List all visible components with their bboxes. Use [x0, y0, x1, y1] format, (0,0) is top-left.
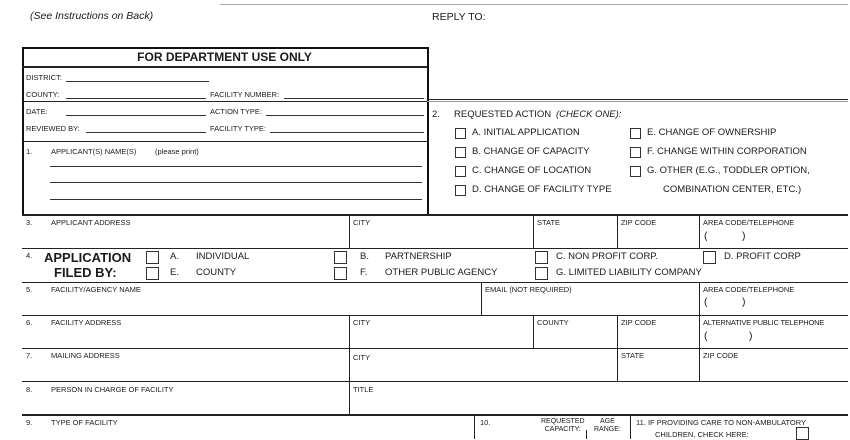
requested-action-hint: (CHECK ONE):	[556, 109, 622, 120]
age-range-tick	[586, 430, 587, 439]
other-option-label: G. OTHER (E.G., TODDLER OPTION,	[647, 165, 810, 176]
facility-agency-name-field[interactable]	[50, 295, 478, 313]
facility-agency-name-label: FACILITY/AGENCY NAME	[51, 285, 141, 294]
requested-capacity-label	[541, 418, 585, 434]
alt-phone-paren-open: (	[704, 330, 708, 342]
change-of-facility-type-checkbox[interactable]	[455, 185, 466, 196]
applicant-address-label: APPLICANT ADDRESS	[51, 218, 131, 227]
item7-number: 7.	[26, 351, 33, 360]
row9-div-11	[630, 415, 631, 439]
facility-number-label: FACILITY NUMBER:	[210, 90, 280, 99]
change-of-capacity-checkbox[interactable]	[455, 147, 466, 158]
district-field[interactable]	[66, 81, 209, 82]
other-option-checkbox[interactable]	[630, 166, 641, 177]
county-field[interactable]	[66, 98, 206, 99]
row3-div-phone	[699, 215, 700, 248]
department-use-title: FOR DEPARTMENT USE ONLY	[137, 50, 312, 64]
reply-to-rule	[427, 99, 848, 100]
mailing-address-field[interactable]	[50, 361, 346, 379]
facility-city-label: CITY	[353, 318, 371, 327]
applicant-phone-label: AREA CODE/TELEPHONE	[703, 218, 795, 227]
action-type-field[interactable]	[266, 115, 424, 116]
partnership-checkbox[interactable]	[334, 251, 347, 264]
row4-top-rule	[22, 248, 848, 249]
email-field[interactable]	[484, 295, 696, 313]
row5-div-email	[481, 282, 482, 315]
reviewed-by-field[interactable]	[86, 132, 206, 133]
change-within-corporation-label: F. CHANGE WITHIN CORPORATION	[647, 146, 807, 157]
applicant-phone-paren-close: )	[742, 230, 746, 242]
county-letter: E.	[170, 267, 179, 278]
facility-phone-paren-close: )	[742, 296, 746, 308]
mailing-city-label: CITY	[353, 353, 371, 362]
county-option-label: COUNTY	[196, 267, 237, 278]
date-label: DATE:	[26, 107, 48, 116]
facility-phone-label: AREA CODE/TELEPHONE	[703, 285, 795, 294]
profit-corp-label: D. PROFIT CORP	[724, 251, 801, 262]
change-of-ownership-checkbox[interactable]	[630, 128, 641, 139]
other-public-agency-letter: F.	[360, 267, 368, 278]
row7-div-zip	[699, 348, 700, 381]
item11-label-2: CHILDREN, CHECK HERE:	[655, 430, 749, 439]
application-filed-by-title: APPLICATION	[44, 250, 132, 265]
facility-number-field[interactable]	[284, 98, 424, 99]
row3-top-rule	[22, 214, 848, 216]
change-of-location-checkbox[interactable]	[455, 166, 466, 177]
reviewed-by-label: REVIEWED BY:	[26, 124, 80, 133]
reply-to-rule-2	[427, 101, 848, 102]
county-checkbox[interactable]	[146, 267, 159, 280]
change-of-location-label: C. CHANGE OF LOCATION	[472, 165, 592, 176]
change-of-capacity-label: B. CHANGE OF CAPACITY	[472, 146, 590, 157]
applicant-state-label: STATE	[537, 218, 561, 227]
item1-number: 1.	[26, 147, 33, 156]
person-in-charge-label: PERSON IN CHARGE OF FACILITY	[51, 385, 174, 394]
row9-top-rule	[22, 414, 848, 416]
type-of-facility-field[interactable]	[50, 428, 470, 439]
reply-to-label: REPLY TO:	[432, 11, 486, 23]
individual-checkbox[interactable]	[146, 251, 159, 264]
row6-div-zip	[617, 315, 618, 348]
item11-label: 11. IF PROVIDING CARE TO NON-AMBULATORY	[636, 418, 807, 427]
partnership-letter: B.	[360, 251, 369, 262]
age-range-line2: RANGE:	[594, 426, 621, 433]
limited-liability-company-label: G. LIMITED LIABILITY COMPANY	[556, 267, 702, 278]
non-profit-corp-label: C. NON PROFIT CORP.	[556, 251, 659, 262]
mailing-zip-label: ZIP CODE	[703, 351, 739, 360]
facility-county-label: COUNTY	[537, 318, 569, 327]
other-option-label-2: COMBINATION CENTER, ETC.)	[663, 184, 802, 195]
row6-top-rule	[22, 315, 848, 316]
requested-capacity-line2: CAPACITY:	[544, 426, 581, 433]
individual-label: INDIVIDUAL	[196, 251, 250, 262]
initial-application-checkbox[interactable]	[455, 128, 466, 139]
row5-div-phone	[699, 282, 700, 315]
partnership-label: PARTNERSHIP	[385, 251, 452, 262]
row3-div-state	[533, 215, 534, 248]
item3-number: 3.	[26, 218, 33, 227]
non-ambulatory-checkbox[interactable]	[796, 427, 809, 440]
applicant-address-field[interactable]	[50, 228, 346, 246]
item5-number: 5.	[26, 285, 33, 294]
change-of-facility-type-label: D. CHANGE OF FACILITY TYPE	[472, 184, 612, 195]
dept-divider	[22, 101, 427, 102]
non-profit-corp-checkbox[interactable]	[535, 251, 548, 264]
item8-number: 8.	[26, 385, 33, 394]
date-field[interactable]	[66, 115, 206, 116]
mailing-state-label: STATE	[621, 351, 645, 360]
age-range-label	[594, 418, 621, 434]
row8-top-rule	[22, 381, 848, 382]
applicant-name-line-1[interactable]	[50, 166, 422, 167]
row6-div-city	[349, 315, 350, 348]
action-type-label: ACTION TYPE:	[210, 107, 262, 116]
row3-div-zip	[617, 215, 618, 248]
item9-number: 9.	[26, 418, 33, 427]
item4-number: 4.	[26, 251, 33, 260]
alt-phone-paren-close: )	[749, 330, 753, 342]
row6-div-alt-phone	[699, 315, 700, 348]
requested-capacity-line1: REQUESTED	[541, 418, 585, 425]
row6-div-county	[533, 315, 534, 348]
profit-corp-checkbox[interactable]	[703, 251, 716, 264]
change-of-ownership-label: E. CHANGE OF OWNERSHIP	[647, 127, 777, 138]
row7-div-city	[349, 348, 350, 381]
application-filed-by-title-2: FILED BY:	[54, 265, 117, 280]
row8-div-title	[349, 381, 350, 414]
applicant-name-line-2[interactable]	[50, 182, 422, 183]
individual-letter: A.	[170, 251, 179, 262]
initial-application-label: A. INITIAL APPLICATION	[472, 127, 580, 138]
dept-bottom-rule	[22, 141, 427, 142]
row9-div-10	[474, 415, 475, 439]
row7-top-rule	[22, 348, 848, 349]
change-within-corporation-checkbox[interactable]	[630, 147, 641, 158]
row3-div-city	[349, 215, 350, 248]
dept-title-rule	[22, 66, 427, 68]
facility-type-label: FACILITY TYPE:	[210, 124, 266, 133]
district-label: DISTRICT:	[26, 73, 62, 82]
facility-address-field[interactable]	[50, 328, 346, 346]
applicants-names-label: APPLICANT(S) NAME(S)	[51, 147, 137, 156]
facility-phone-paren-open: (	[704, 296, 708, 308]
other-public-agency-checkbox[interactable]	[334, 267, 347, 280]
requested-action-label: REQUESTED ACTION	[454, 109, 552, 120]
county-label: COUNTY:	[26, 90, 60, 99]
person-title-field[interactable]	[352, 395, 846, 413]
person-in-charge-field[interactable]	[50, 395, 346, 413]
applicant-zip-label: ZIP CODE	[621, 218, 657, 227]
item10-number: 10.	[480, 418, 491, 427]
top-rule	[220, 4, 848, 5]
applicant-name-line-3[interactable]	[50, 199, 422, 200]
email-label: EMAIL (NOT REQUIRED)	[485, 285, 572, 294]
see-instructions-note: (See Instructions on Back)	[30, 10, 154, 22]
facility-type-field[interactable]	[270, 132, 424, 133]
facility-zip-label: ZIP CODE	[621, 318, 657, 327]
applicant-phone-paren-open: (	[704, 230, 708, 242]
age-range-line1: AGE	[600, 418, 615, 425]
type-of-facility-label: TYPE OF FACILITY	[51, 418, 118, 427]
applicant-city-field[interactable]	[352, 228, 530, 246]
mailing-address-label: MAILING ADDRESS	[51, 351, 120, 360]
other-public-agency-label: OTHER PUBLIC AGENCY	[385, 267, 498, 278]
limited-liability-company-checkbox[interactable]	[535, 267, 548, 280]
row7-div-state	[617, 348, 618, 381]
applicants-names-hint: (please print)	[155, 147, 199, 156]
facility-address-label: FACILITY ADDRESS	[51, 318, 122, 327]
item6-number: 6.	[26, 318, 33, 327]
alternative-phone-label: ALTERNATIVE PUBLIC TELEPHONE	[703, 318, 825, 327]
applicant-city-label: CITY	[353, 218, 371, 227]
person-title-label: TITLE	[353, 385, 374, 394]
row5-top-rule	[22, 282, 848, 283]
item2-number: 2.	[432, 109, 440, 120]
